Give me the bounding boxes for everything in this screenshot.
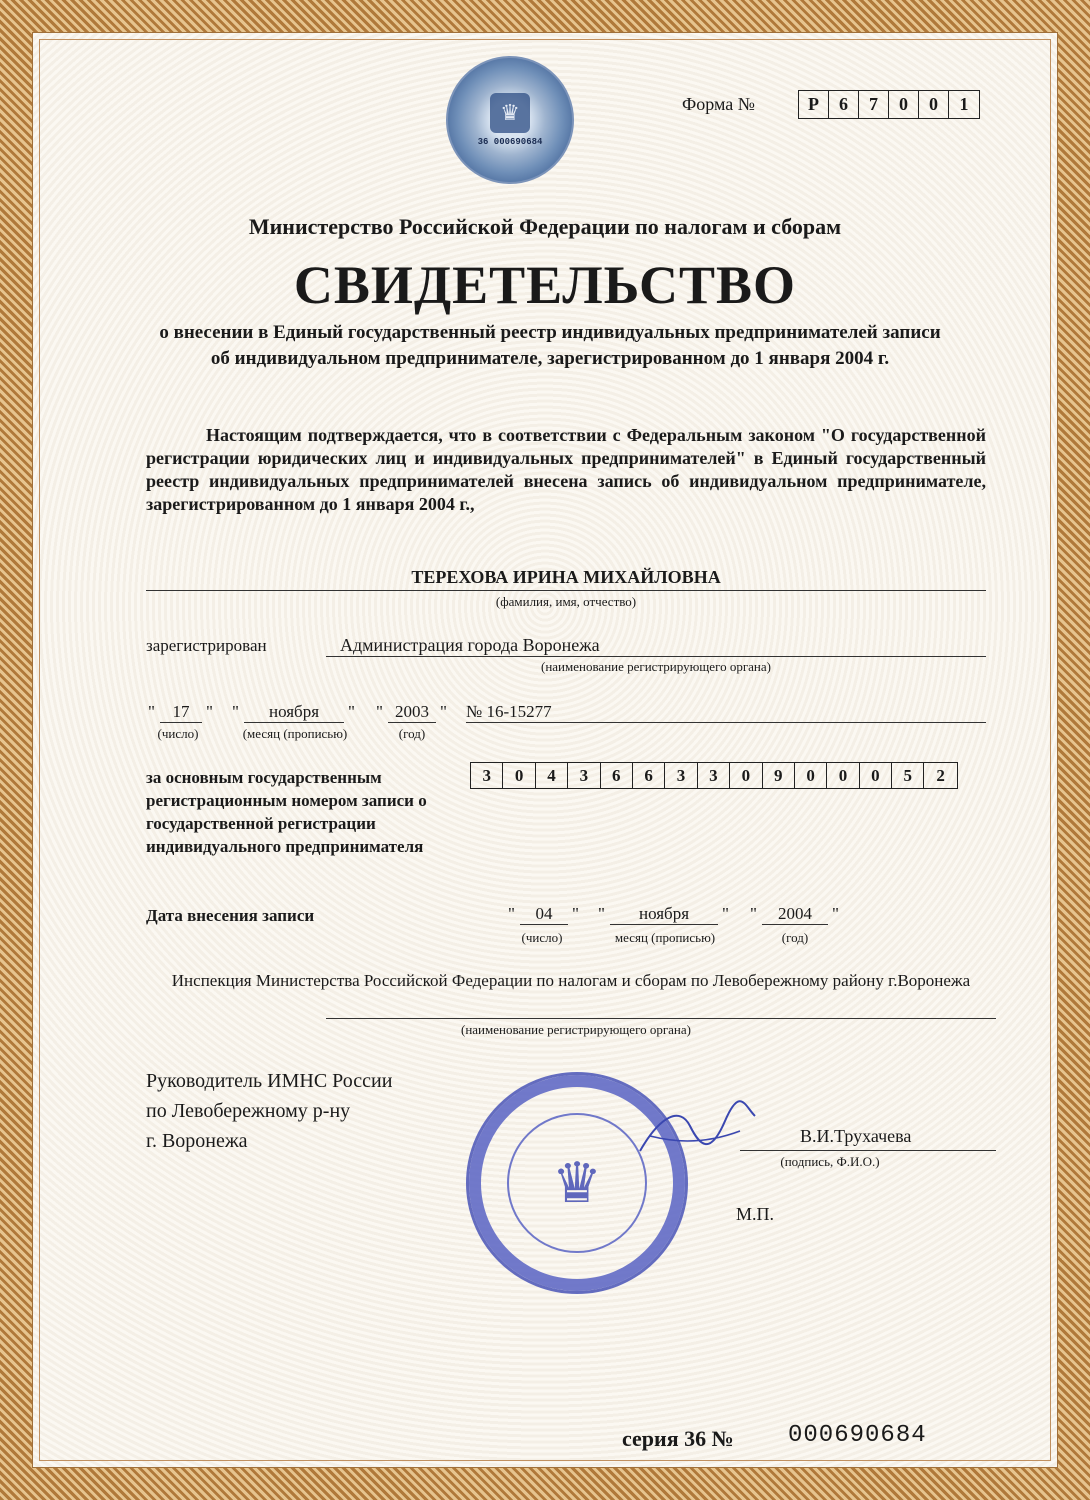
form-code-char: 1 [959,94,969,114]
fio-underline [146,590,986,591]
reg-number-underline [466,722,986,723]
document-title: СВИДЕТЕЛЬСТВО [293,255,797,315]
ogrn-digit: 3 [698,763,730,788]
person-fio: ТЕРЕХОВА ИРИНА МИХАЙЛОВНА [411,567,721,587]
form-code-char: 0 [919,91,949,118]
ogrn-digit: 0 [860,763,892,788]
reg-year: 2003 [388,702,436,723]
entry-year-quote: " [832,904,839,923]
serial-number: 000690684 [788,1422,927,1449]
head-title-line: г. Воронежа [146,1130,248,1152]
reg-day-caption: (число) [157,726,199,741]
reg-day-quote: " [206,702,213,721]
head-title-line: Руководитель ИМНС России [146,1070,393,1092]
ogrn-digit: 5 [892,763,924,788]
entry-month-caption: месяц (прописью) [614,930,716,945]
signer-name: В.И.Трухачева [800,1126,912,1146]
entry-date-label: Дата внесения записи [146,906,315,925]
entry-year-caption: (год) [781,930,809,945]
reg-month-caption: (месяц (прописью) [242,726,348,741]
entry-month-quote: " [722,904,729,923]
ogrn-digit: 0 [730,763,762,788]
signer-underline [740,1150,996,1151]
reg-day: 17 [160,702,202,723]
inspection-caption: (наименование регистрирующего органа) [460,1022,691,1037]
form-code-char: 7 [859,91,889,118]
form-code-char: 6 [829,91,859,118]
registration-authority: Администрация города Воронежа [340,635,600,655]
inspection-underline [326,1018,996,1019]
document-subtitle: о внесении в Единый государственный реестр индивидуальных предпринимателей записи об индивидуальном предпринимателе, зарегистрированном до 1 января 2004 г. [159,322,941,369]
form-number-label: Форма № [682,94,755,114]
registered-label: зарегистрирован [146,636,267,655]
ministry-heading: Министерство Российской Федерации по налогам и сборам [248,214,842,239]
reg-year-quote: " [440,702,447,721]
ogrn-digit: 4 [536,763,568,788]
reg-month-quote: " [348,702,355,721]
reg-month: ноября [244,702,344,723]
double-eagle-stamp-icon: ♛ [507,1113,647,1253]
authority-underline [326,656,986,657]
form-code-char: 0 [889,91,919,118]
ogrn-digit: 6 [633,763,665,788]
seal-place-label: М.П. [736,1204,775,1224]
certification-text: Настоящим подтверждается, что в соответствии с Федеральным законом "О государственной регистрации юридических лиц и индивидуальных предпринимателей" в Единый государственный реестр индивидуальных предпринимателей внесена запись об индивидуальном предпринимателе, зарегистрированном до 1 января 2004 г., [146,425,986,514]
entry-day: 04 [520,904,568,925]
reg-number: № 16-15277 [466,702,552,721]
signer-caption: (подпись, Ф.И.О.) [780,1154,880,1169]
entry-day-quote: " [572,904,579,923]
ogrn-digit: 9 [763,763,795,788]
entry-year-quote: " [750,904,757,923]
ogrn-digit: 0 [795,763,827,788]
fio-caption: (фамилия, имя, отчество) [495,594,637,609]
reg-year-caption: (год) [398,726,426,741]
reg-day-quote: " [148,702,155,721]
reg-year-quote: " [376,702,383,721]
hologram-seal [446,56,574,184]
authority-caption: (наименование регистрирующего органа) [540,659,771,674]
ogrn-digit: 0 [503,763,535,788]
ogrn-label: за основным государственным регистрационным номером записи о государственной регистрации индивидуального предпринимателя [146,768,427,856]
double-eagle-emblem-icon: ♛ [490,93,530,133]
reg-month-quote: " [232,702,239,721]
ogrn-digit: 3 [665,763,697,788]
ogrn-digit: 2 [936,765,945,785]
entry-day-caption: (число) [521,930,563,945]
ogrn-digit: 6 [601,763,633,788]
entry-day-quote: " [508,904,515,923]
entry-month: ноября [610,904,718,925]
entry-month-quote: " [598,904,605,923]
head-title [146,1066,392,1156]
entry-year: 2004 [762,904,828,925]
form-code-boxes [798,90,980,119]
ogrn-digit: 3 [471,763,503,788]
form-code-char: Р [799,91,829,118]
ogrn-boxes [470,762,958,789]
head-title-line: по Левобережному р-ну [146,1100,351,1122]
hologram-number: 36 000690684 [477,137,543,147]
ogrn-digit: 3 [568,763,600,788]
inspection-name: Инспекция Министерства Российской Федерации по налогам и сборам по Левобережному району г.Воронежа [171,971,971,990]
serial-label: серия 36 № [622,1426,734,1451]
ogrn-digit: 0 [827,763,859,788]
